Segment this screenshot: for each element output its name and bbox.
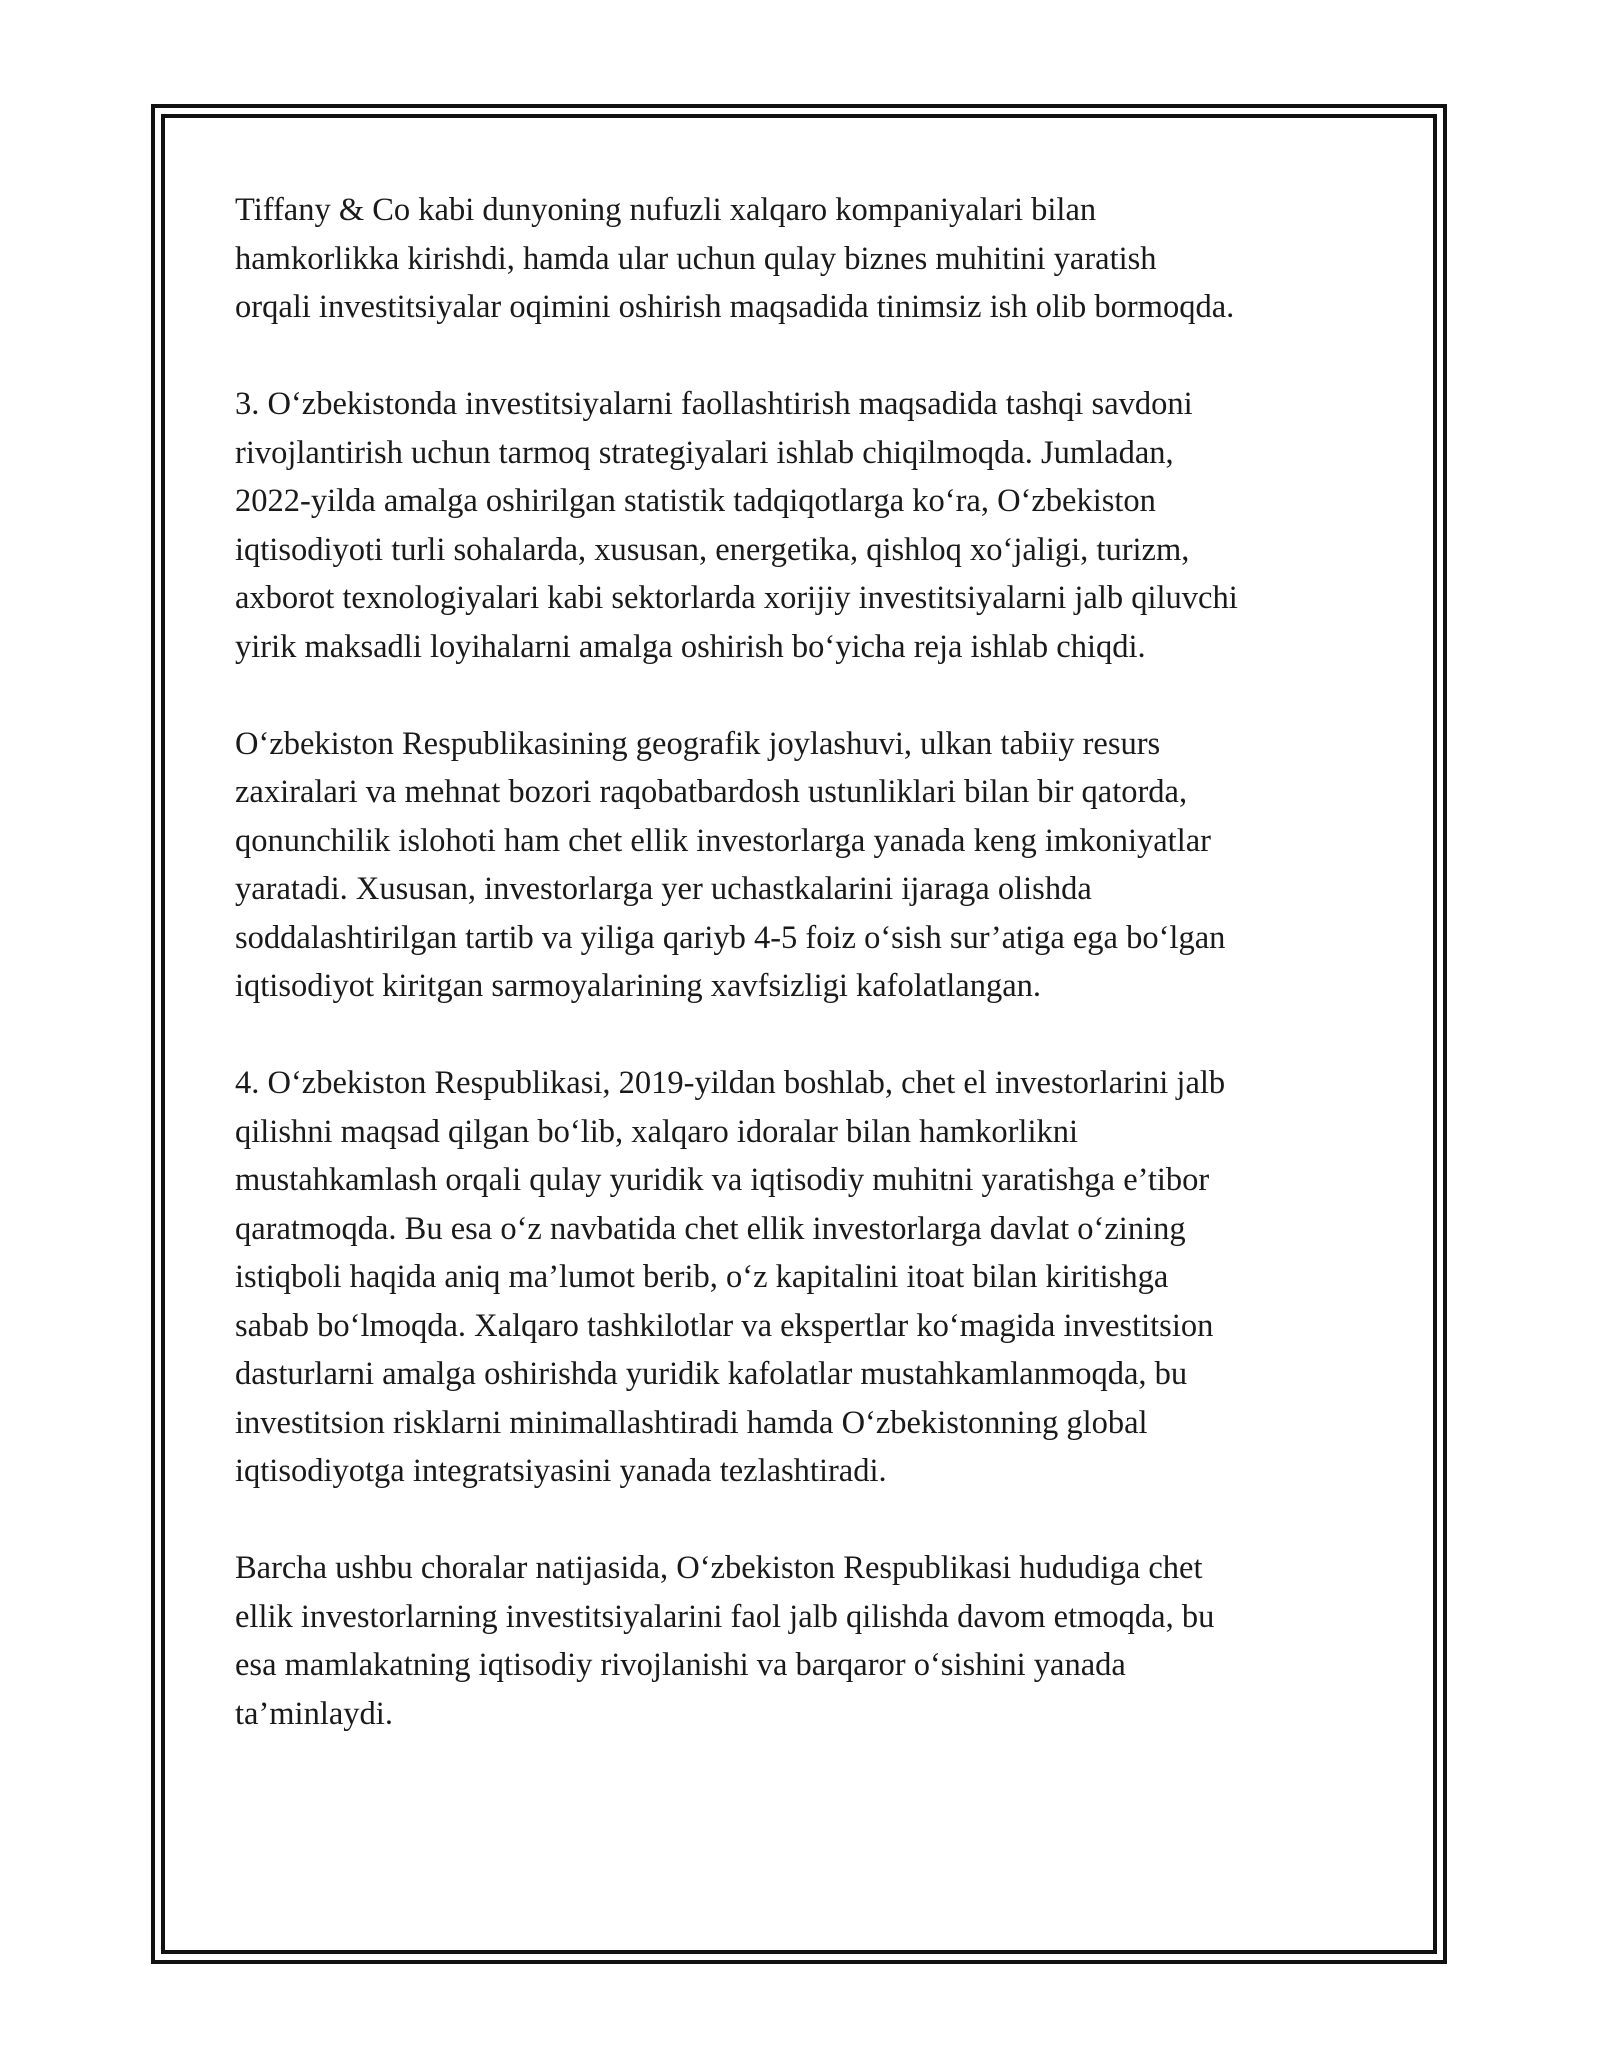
document-body [235,186,1385,1738]
text-line: istiqboli haqida aniq ma’lumot berib, o‘z kapitalini itoat bilan kiritishga [235,1259,1169,1295]
paragraph-2 [235,380,1385,671]
text-line: dasturlarni amalga oshirishda yuridik kafolatlar mustahkamlanmoqda, bu [235,1356,1188,1392]
text-line: soddalashtirilgan tartib va yiliga qariyb 4-5 foiz o‘sish sur’atiga ega bo‘lgan [235,919,1226,956]
text-line: orqali investitsiyalar oqimini oshirish maqsadida tinimsiz ish olib bormoqda. [235,289,1235,325]
text-line: 4. O‘zbekiston Respublikasi, 2019-yildan boshlab, chet el investorlarini jalb [235,1065,1226,1101]
paragraph-1 [235,186,1385,332]
text-line: axborot texnologiyalari kabi sektorlarda xorijiy investitsiyalarni jalb qiluvchi [235,580,1238,616]
text-line: iqtisodiyoti turli sohalarda, xususan, energetika, qishloq xo‘jaligi, turizm, [235,531,1190,568]
text-line: yaratadi. Xususan, investorlarga yer uchastkalarini ijaraga olishda [235,871,1092,907]
text-line: esa mamlakatning iqtisodiy rivojlanishi va barqaror o‘sishini yanada [235,1647,1126,1683]
paragraph-spacer [235,332,1385,381]
text-line: ta’minlaydi. [235,1695,393,1732]
text-line: qonunchilik islohoti ham chet ellik investorlarga yanada keng imkoniyatlar [235,822,1211,859]
text-line: mustahkamlash orqali qulay yuridik va iqtisodiy muhitni yaratishga e’tibor [235,1162,1210,1198]
paragraph-3 [235,720,1385,1011]
text-line: sabab bo‘lmoqda. Xalqaro tashkilotlar va ekspertlar ko‘magida investitsion [235,1307,1214,1344]
text-line: rivojlantirish uchun tarmoq strategiyalari ishlab chiqilmoqda. Jumladan, [235,434,1174,471]
text-line: Tiffany & Co kabi dunyoning nufuzli xalqaro kompaniyalari bilan [235,192,1097,228]
text-line: investitsion risklarni minimallashtiradi hamda O‘zbekistonning global [235,1404,1148,1441]
text-line: qaratmoqda. Bu esa o‘z navbatida chet ellik investorlarga davlat o‘zining [235,1210,1186,1247]
text-line: 2022-yilda amalga oshirilgan statistik tadqiqotlarga ko‘ra, O‘zbekiston [235,483,1156,519]
text-line: iqtisodiyotga integratsiyasini yanada tezlashtiradi. [235,1453,887,1489]
paragraph-spacer [235,671,1385,720]
text-line: iqtisodiyot kiritgan sarmoyalarining xavfsizligi kafolatlangan. [235,968,1041,1004]
text-line: ellik investorlarning investitsiyalarini faol jalb qilishda davom etmoqda, bu [235,1598,1215,1635]
text-line: yirik maksadli loyihalarni amalga oshirish bo‘yicha reja ishlab chiqdi. [235,628,1146,665]
text-line: hamkorlikka kirishdi, hamda ular uchun qulay biznes muhitini yaratish [235,240,1157,277]
paragraph-spacer [235,1011,1385,1060]
paragraph-5 [235,1544,1385,1738]
paragraph-spacer [235,1496,1385,1545]
text-line: 3. O‘zbekistonda investitsiyalarni faollashtirish maqsadida tashqi savdoni [235,386,1193,422]
text-line: Barcha ushbu choralar natijasida, O‘zbekiston Respublikasi hududiga chet [235,1550,1203,1586]
text-line: zaxiralari va mehnat bozori raqobatbardosh ustunliklari bilan bir qatorda, [235,774,1188,810]
paragraph-4 [235,1059,1385,1496]
text-line: O‘zbekiston Respublikasining geografik joylashuvi, ulkan tabiiy resurs [235,725,1161,762]
text-line: qilishni maqsad qilgan bo‘lib, xalqaro idoralar bilan hamkorlikni [235,1113,1079,1150]
